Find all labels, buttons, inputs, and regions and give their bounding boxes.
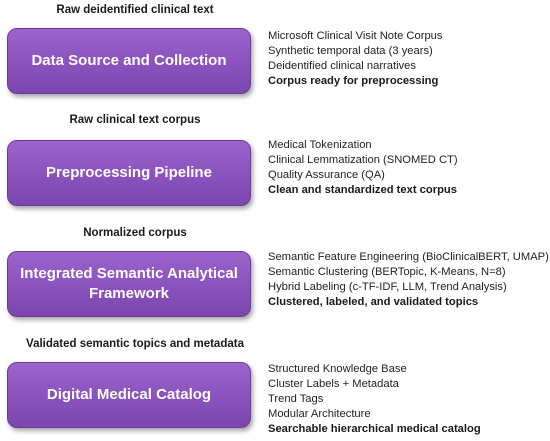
stage-1-outcome: Corpus ready for preprocessing bbox=[268, 75, 439, 87]
detail-item: Deidentified clinical narratives bbox=[268, 60, 416, 72]
detail-item: Semantic Clustering (BERTopic, K-Means, N=8) bbox=[268, 266, 506, 278]
detail-item: Medical Tokenization bbox=[268, 139, 372, 151]
stage-2-input-label: Raw clinical text corpus bbox=[69, 114, 201, 126]
detail-item: Quality Assurance (QA) bbox=[268, 169, 385, 181]
stage-2-title: Preprocessing Pipeline bbox=[46, 164, 212, 181]
detail-item: Synthetic temporal data (3 years) bbox=[268, 45, 433, 57]
stage-4-input-label: Validated semantic topics and metadata bbox=[26, 338, 244, 350]
stage-3-details bbox=[268, 250, 548, 310]
stage-1-box bbox=[7, 28, 251, 94]
stage-4-box bbox=[7, 362, 251, 428]
stage-4-details bbox=[268, 362, 548, 437]
stage-3-title bbox=[20, 264, 238, 304]
stage-3-title-line-2: Framework bbox=[88, 285, 170, 302]
stage-3-box bbox=[7, 251, 251, 317]
stage-3-input-label: Normalized corpus bbox=[83, 227, 187, 239]
stage-3-outcome: Clustered, labeled, and validated topics bbox=[268, 296, 479, 308]
stage-1-details bbox=[268, 29, 548, 89]
stage-2-outcome: Clean and standardized text corpus bbox=[268, 184, 457, 196]
stage-4-title: Digital Medical Catalog bbox=[46, 386, 212, 403]
stage-1-title: Data Source and Collection bbox=[31, 52, 227, 69]
detail-item: Clinical Lemmatization (SNOMED CT) bbox=[268, 154, 458, 166]
detail-item: Hybrid Labeling (c-TF-IDF, LLM, Trend Analysis) bbox=[268, 281, 507, 293]
detail-item: Modular Architecture bbox=[268, 408, 371, 420]
stage-2-box bbox=[7, 140, 251, 206]
stage-2-details bbox=[268, 138, 548, 198]
stage-4-outcome: Searchable hierarchical medical catalog bbox=[268, 423, 481, 435]
detail-item: Structured Knowledge Base bbox=[268, 363, 407, 375]
stage-3-title-line-1: Integrated Semantic Analytical bbox=[20, 265, 238, 282]
detail-item: Trend Tags bbox=[268, 393, 324, 405]
detail-item: Cluster Labels + Metadata bbox=[268, 378, 399, 390]
stage-1-input-label: Raw deidentified clinical text bbox=[56, 4, 214, 16]
detail-item: Semantic Feature Engineering (BioClinicalBERT, UMAP) bbox=[268, 251, 549, 263]
detail-item: Microsoft Clinical Visit Note Corpus bbox=[268, 30, 443, 42]
